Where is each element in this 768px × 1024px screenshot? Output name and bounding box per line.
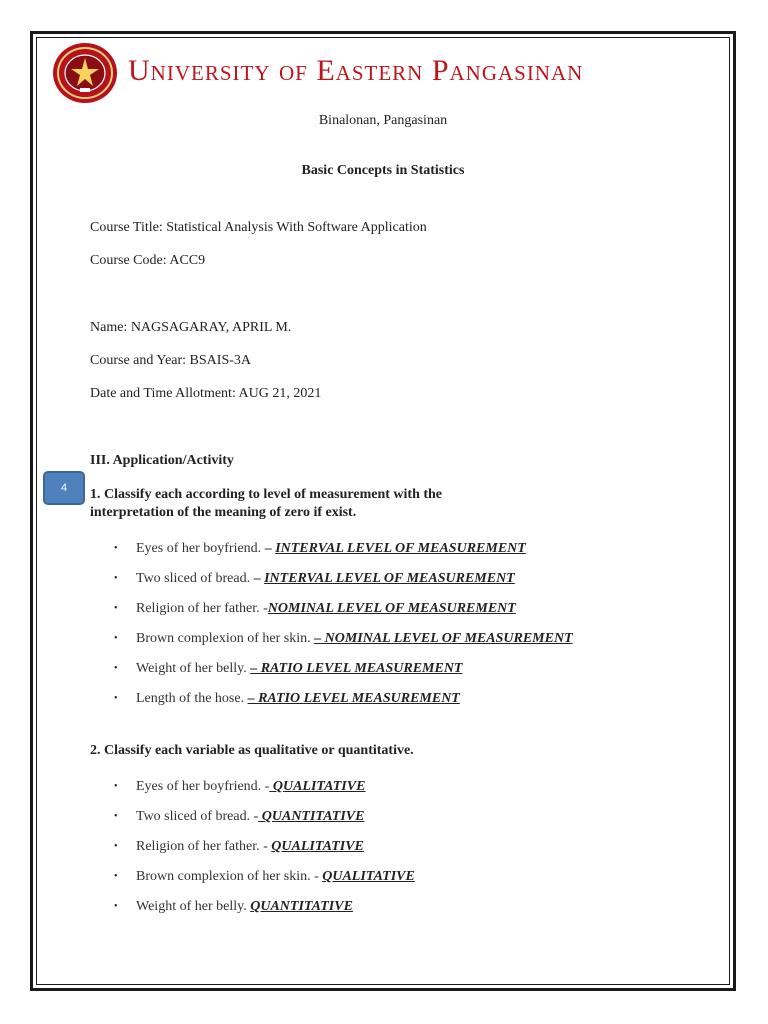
question-2-heading: 2. Classify each variable as qualitative or quantitative. xyxy=(90,743,414,758)
bullet-icon: • xyxy=(114,841,118,852)
item-answer: QUANTITATIVE xyxy=(258,809,365,824)
bullet-icon: • xyxy=(114,663,118,674)
university-location: Binalonan, Pangasinan xyxy=(318,113,448,128)
item-answer: – RATIO LEVEL MEASUREMENT xyxy=(247,691,460,706)
letterhead xyxy=(52,42,712,106)
item-answer: QUALITATIVE xyxy=(269,779,366,794)
bullet-icon: • xyxy=(114,781,118,792)
item-answer: QUALITATIVE xyxy=(322,869,415,884)
bullet-icon: • xyxy=(114,693,118,704)
section-heading: III. Application/Activity xyxy=(90,453,234,468)
item-text: Eyes of her boyfriend. xyxy=(136,541,265,556)
item-text: Eyes of her boyfriend. - xyxy=(136,779,270,794)
item-text: Two sliced of bread. - xyxy=(136,809,259,824)
item-answer: NOMINAL LEVEL OF MEASUREMENT xyxy=(267,601,516,616)
bullet-icon: • xyxy=(114,871,118,882)
item-text: Religion of her father. - xyxy=(136,601,268,616)
question-1-line-2: interpretation of the meaning of zero if exist. xyxy=(90,505,357,520)
item-text: Brown complexion of her skin. - xyxy=(136,869,323,884)
item-separator: – xyxy=(264,541,276,556)
item-text: Two sliced of bread. xyxy=(136,571,254,586)
bullet-icon: • xyxy=(114,573,118,584)
bullet-icon: • xyxy=(114,603,118,614)
item-text: Length of the hose. xyxy=(136,691,248,706)
document-title: Basic Concepts in Statistics xyxy=(301,163,465,178)
item-text: Brown complexion of her skin. xyxy=(136,631,315,646)
item-answer: – RATIO LEVEL MEASUREMENT xyxy=(250,661,463,676)
course-title: Course Title: Statistical Analysis With Software Application xyxy=(90,220,427,235)
date-time-allotment: Date and Time Allotment: AUG 21, 2021 xyxy=(90,386,322,401)
bullet-icon: • xyxy=(114,633,118,644)
item-text: Weight of her belly. xyxy=(136,661,251,676)
item-answer: – NOMINAL LEVEL OF MEASUREMENT xyxy=(314,631,573,646)
item-answer: QUANTITATIVE xyxy=(250,899,353,914)
item-separator: – xyxy=(253,571,265,586)
university-seal-icon xyxy=(52,42,118,104)
bullet-icon: • xyxy=(114,901,118,912)
university-name: University of Eastern Pangasinan xyxy=(128,54,584,87)
item-answer: QUALITATIVE xyxy=(271,839,364,854)
item-answer: INTERVAL LEVEL OF MEASUREMENT xyxy=(264,571,515,586)
bullet-icon: • xyxy=(114,543,118,554)
item-text: Religion of her father. - xyxy=(136,839,272,854)
item-text: Weight of her belly. xyxy=(136,899,251,914)
bullet-icon: • xyxy=(114,811,118,822)
item-answer: INTERVAL LEVEL OF MEASUREMENT xyxy=(275,541,526,556)
student-name: Name: NAGSAGARAY, APRIL M. xyxy=(90,320,292,335)
question-1-line-1: 1. Classify each according to level of measurement with the xyxy=(90,487,443,502)
comment-badge[interactable]: 4 xyxy=(43,471,85,505)
course-year: Course and Year: BSAIS-3A xyxy=(90,353,251,368)
course-code: Course Code: ACC9 xyxy=(90,253,206,268)
